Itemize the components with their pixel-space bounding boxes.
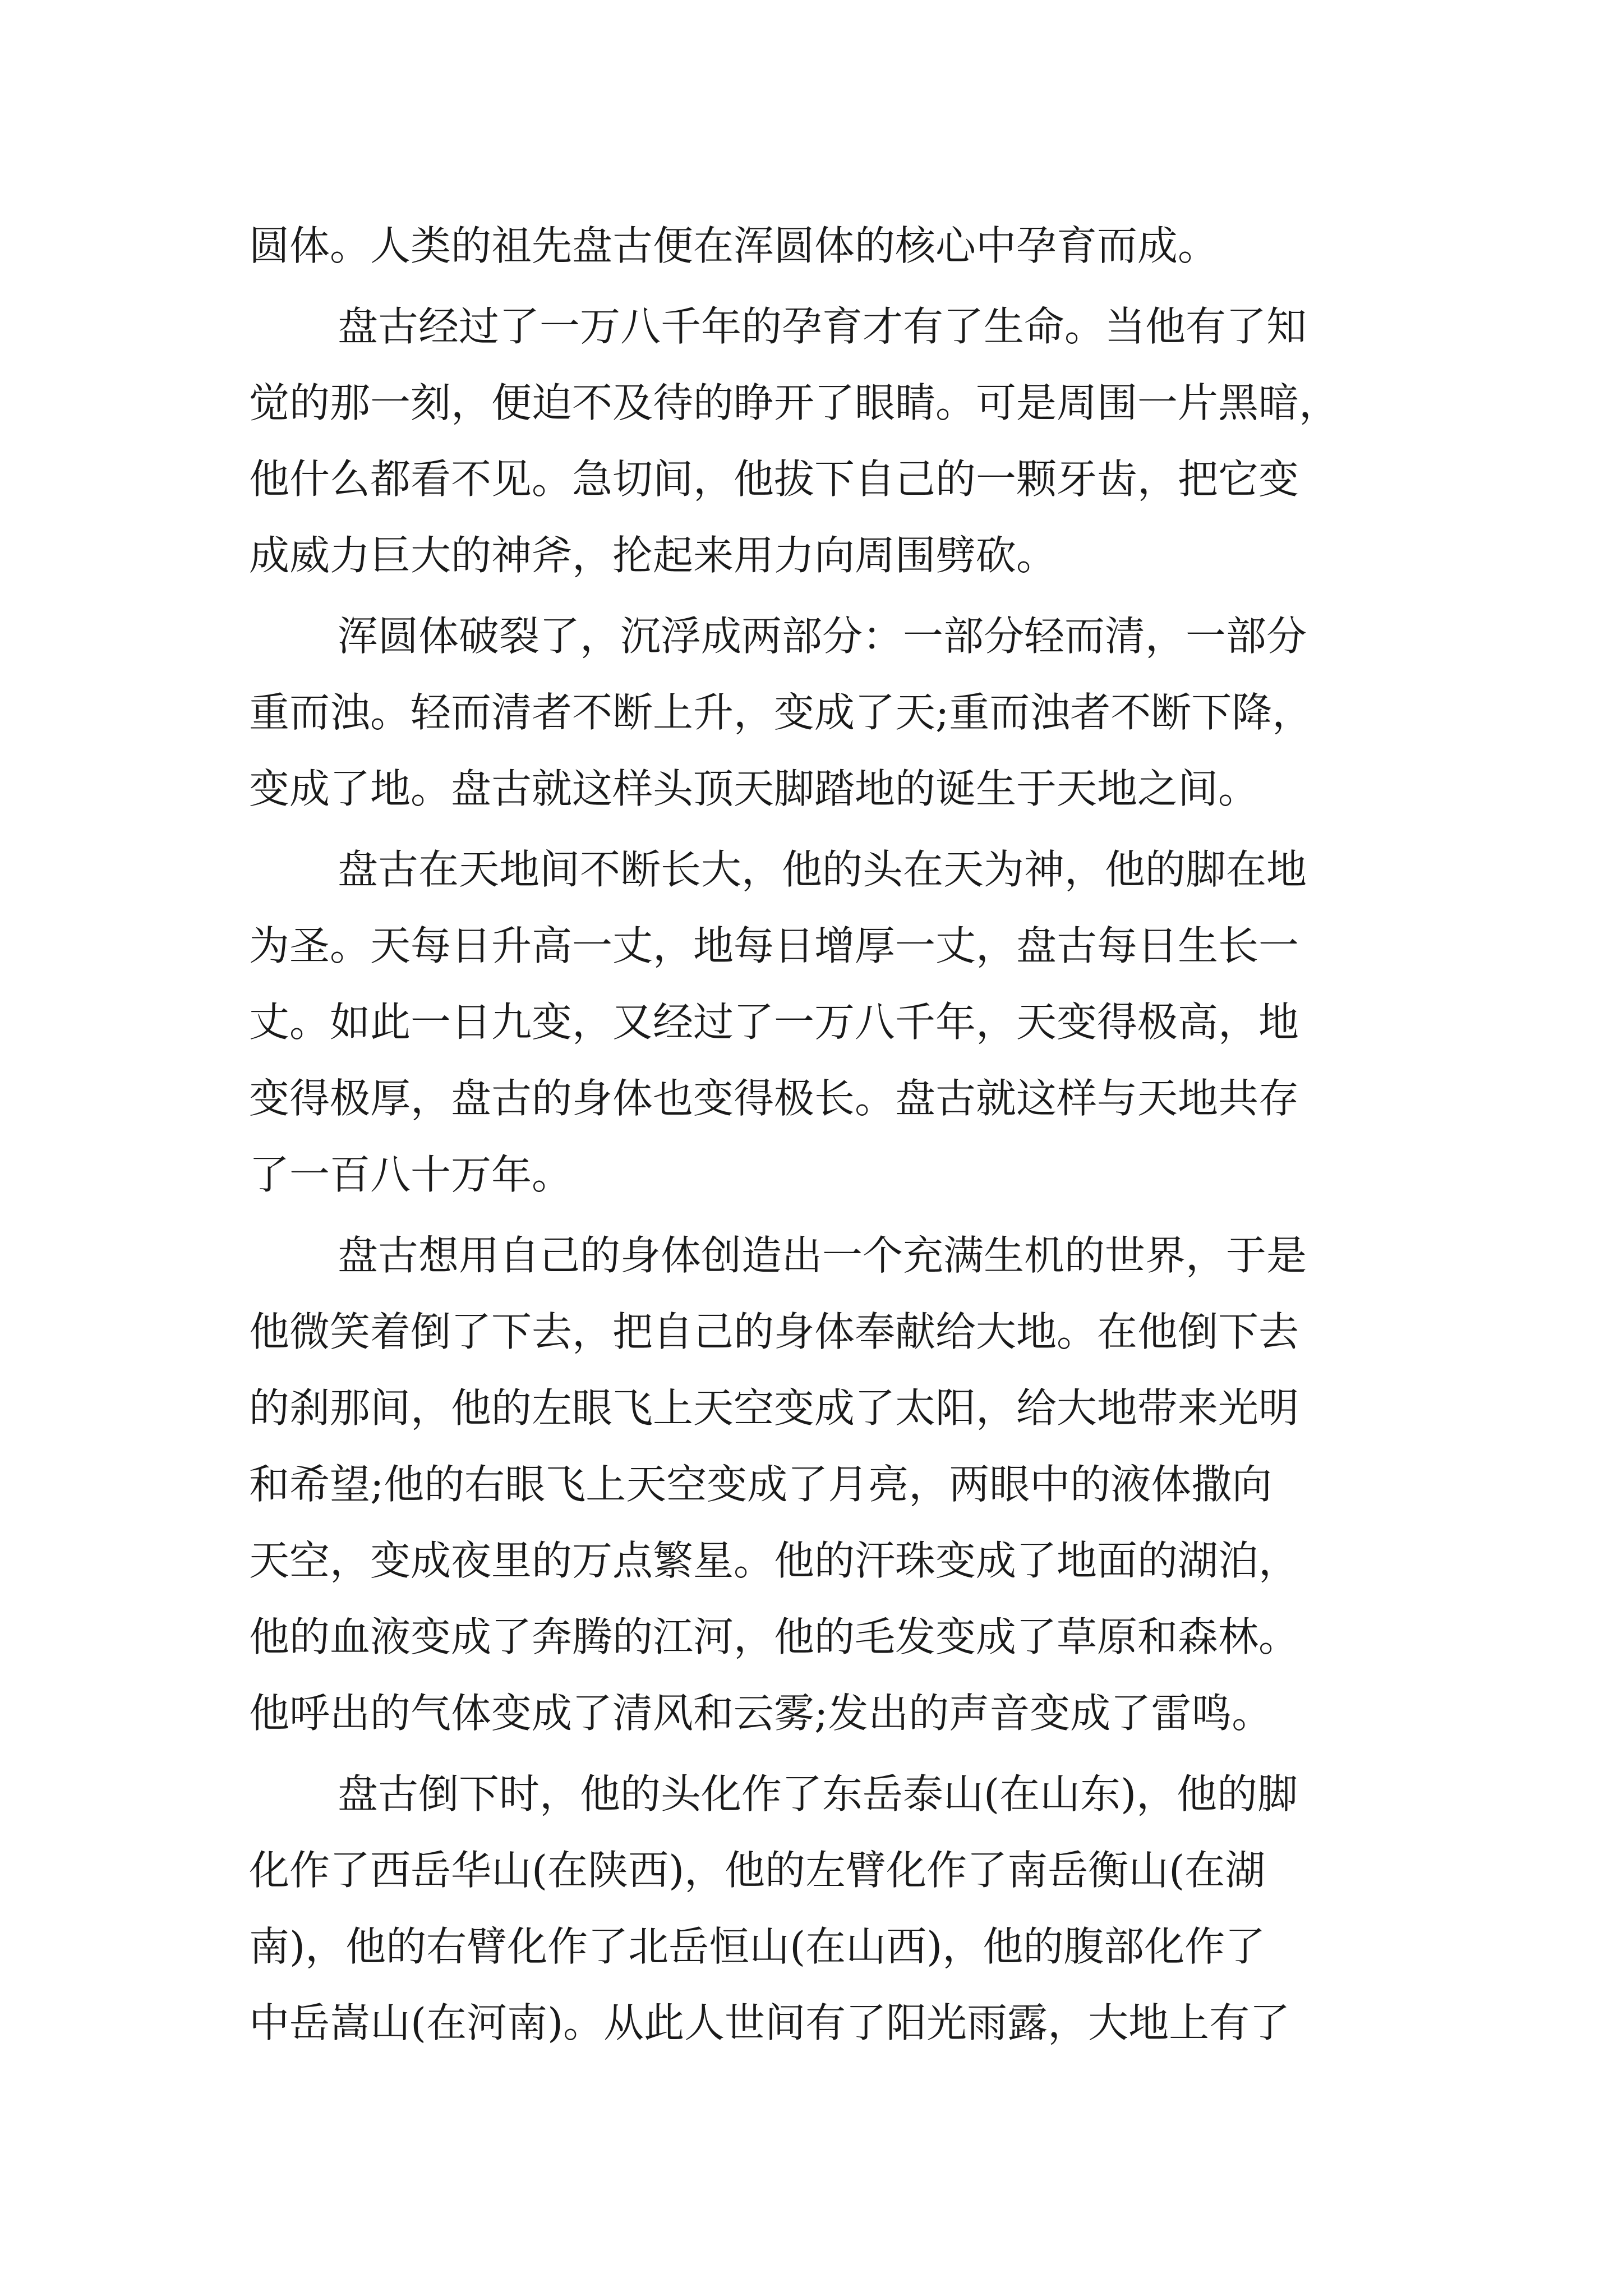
text-line-13: 了一百八十万年。 (249, 1151, 573, 1198)
text-line-7: 重而浊。轻而清者不断上升，变成了天;重而浊者不断下降， (249, 689, 1313, 736)
text-line-8: 变成了地。盘古就这样头顶天脚踏地的诞生于天地之间。 (249, 765, 1259, 812)
text-line-14: 盘古想用自己的身体创造出一个充满生机的世界，于是 (338, 1232, 1307, 1279)
text-line-5: 成威力巨大的神斧，抡起来用力向周围劈砍。 (249, 532, 1057, 579)
text-line-9: 盘古在天地间不断长大，他的头在天为神，他的脚在地 (338, 846, 1307, 893)
text-line-19: 他的血液变成了奔腾的江河，他的毛发变成了草原和森林。 (249, 1613, 1299, 1660)
text-line-11: 丈。如此一日九变，又经过了一万八千年，天变得极高，地 (249, 999, 1299, 1046)
text-line-1: 圆体。人类的祖先盘古便在浑圆体的核心中孕育而成。 (249, 222, 1219, 269)
text-line-23: 南)，他的右臂化作了北岳恒山(在山西)，他的腹部化作了 (249, 1923, 1266, 1970)
text-line-3: 觉的那一刻，便迫不及待的睁开了眼睛。可是周围一片黑暗， (249, 379, 1340, 426)
text-line-20: 他呼出的气体变成了清风和云雾;发出的声音变成了雷鸣。 (249, 1690, 1272, 1737)
text-line-2: 盘古经过了一万八千年的孕育才有了生命。当他有了知 (338, 303, 1307, 350)
text-line-12: 变得极厚，盘古的身体也变得极长。盘古就这样与天地共存 (249, 1075, 1299, 1122)
document-body (249, 208, 1374, 2061)
text-line-6: 浑圆体破裂了，沉浮成两部分：一部分轻而清，一部分 (338, 613, 1307, 660)
text-line-17: 和希望;他的右眼飞上天空变成了月亮，两眼中的液体撒向 (249, 1461, 1272, 1508)
text-line-21: 盘古倒下时，他的头化作了东岳泰山(在山东)，他的脚 (338, 1770, 1298, 1818)
text-line-4: 他什么都看不见。急切间，他拔下自己的一颗牙齿，把它变 (249, 455, 1299, 503)
text-line-16: 的刹那间，他的左眼飞上天空变成了太阳，给大地带来光明 (249, 1384, 1299, 1432)
text-line-18: 天空，变成夜里的万点繁星。他的汗珠变成了地面的湖泊， (249, 1537, 1299, 1584)
text-line-24: 中岳嵩山(在河南)。从此人世间有了阳光雨露，大地上有了 (249, 1999, 1290, 2046)
text-line-10: 为圣。天每日升高一丈，地每日增厚一丈，盘古每日生长一 (249, 922, 1299, 969)
text-line-15: 他微笑着倒了下去，把自己的身体奉献给大地。在他倒下去 (249, 1308, 1299, 1355)
text-line-22: 化作了西岳华山(在陕西)，他的左臂化作了南岳衡山(在湖 (249, 1847, 1266, 1894)
